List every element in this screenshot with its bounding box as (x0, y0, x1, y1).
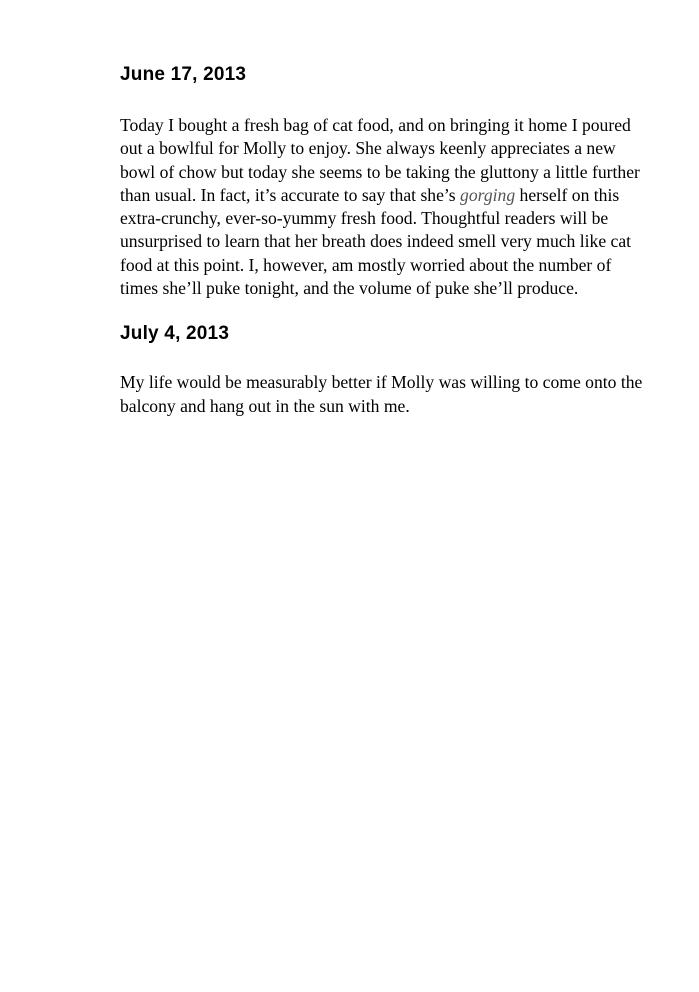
entry-body (120, 114, 645, 300)
diary-entry (120, 62, 645, 300)
entry-date: July 4, 2013 (120, 323, 230, 345)
entry-text-after: herself on this extra-crunchy, ever-so-yummy fresh food. Thoughtful readers will be unsurprised to learn that her breath does indeed smell very much like cat food at this point. I, however, am mostly worried about the number of times she’ll puke tonight, and the volume of puke she’ll produce. (120, 184, 632, 299)
entry-text-before: Today I bought a fresh bag of cat food, and on bringing it home I poured out a bowlful for Molly to enjoy. She always keenly appreciates a new bowl of chow but today she seems to be taking the gluttony a little further than usual. In fact, it’s accurate to say that she’s (120, 115, 640, 205)
entry-body: My life would be measurably better if Molly was willing to come onto the balcony and hang out in the sun with me. (120, 372, 643, 416)
entry-date: June 17, 2013 (120, 64, 247, 85)
diary-entry (120, 321, 645, 418)
document-page (120, 62, 645, 418)
emphasized-word: gorging (460, 184, 516, 205)
